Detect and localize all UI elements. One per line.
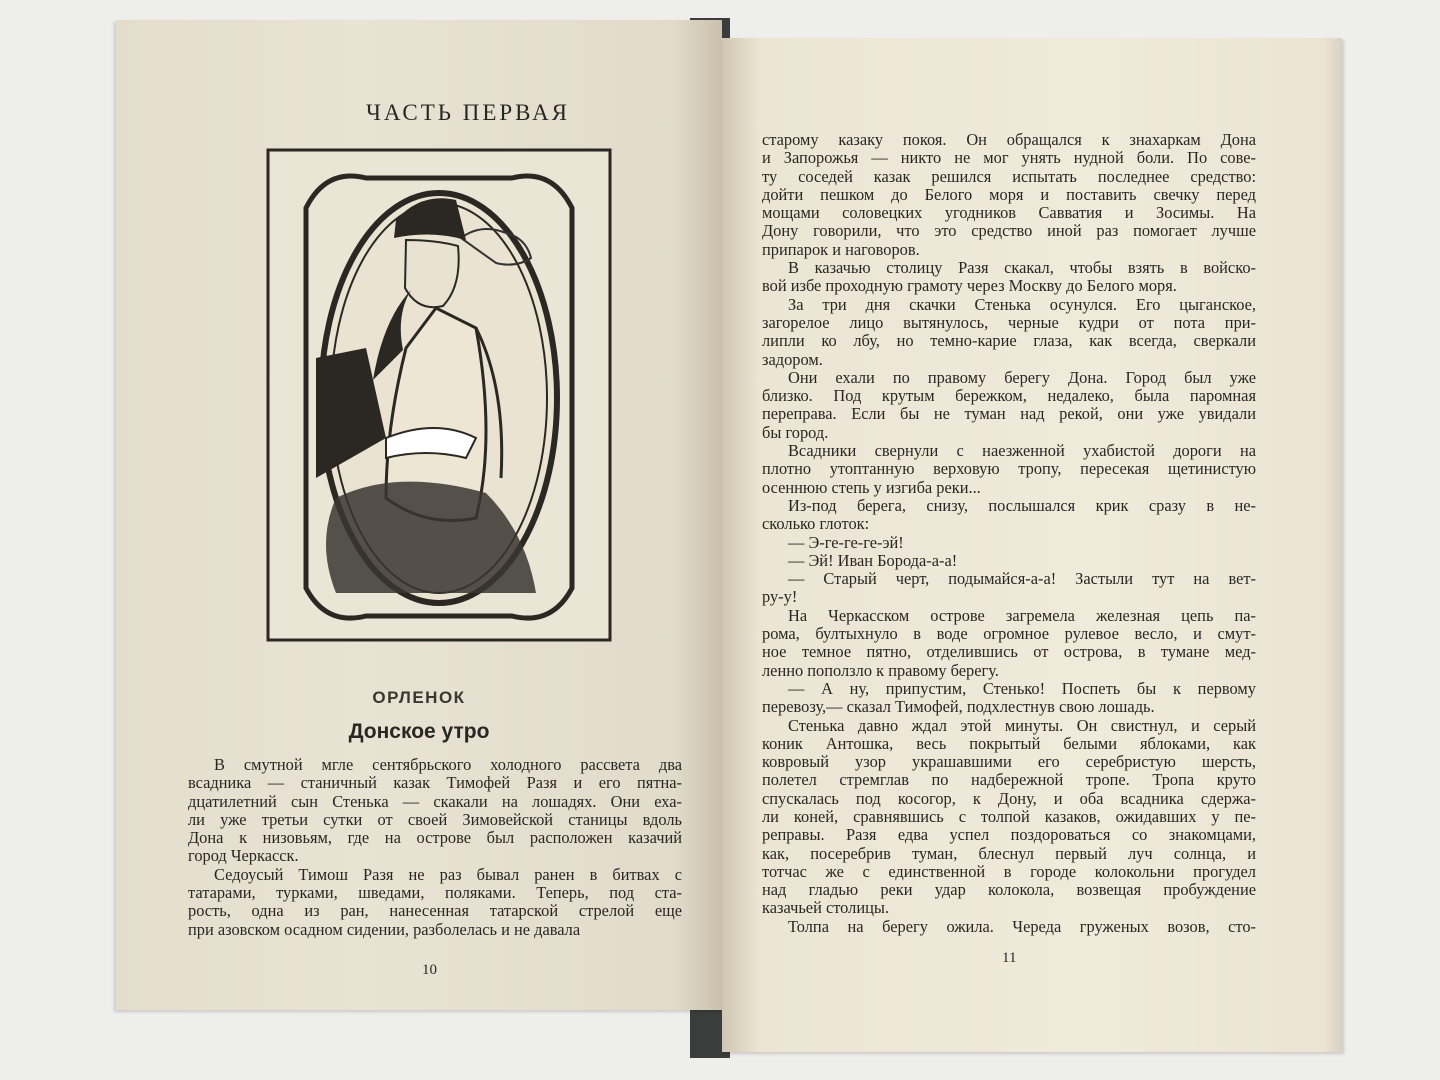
text-line: В казачью столицу Разя скакал, чтобы взять в войско- — [788, 258, 1256, 278]
text-line: ру-у! — [762, 587, 798, 607]
text-line: ли коней, сравнявшись с толпой казаков, ожидавших у пе- — [762, 806, 1256, 826]
text-line: как, посеребрив туман, блеснул первый луч солнца, и — [762, 843, 1256, 863]
text-line: при азовском осадном сидении, разболелась и не давала — [188, 919, 581, 939]
text-line: казачьей столицы. — [762, 898, 889, 918]
text-line: Седоусый Тимош Разя не раз бывал ранен в битвах с — [214, 864, 682, 884]
part-title: ЧАСТЬ ПЕРВАЯ — [365, 100, 571, 125]
text-line: старому казаку покоя. Он обращался к знахаркам Дона — [762, 130, 1256, 149]
cossack-illustration — [266, 148, 616, 646]
text-line: ли уже третьи сутки от своей Зимовейской станицы вдоль — [188, 809, 682, 829]
text-line: Всадники свернули с наезженной ухабистой дороги на — [788, 441, 1256, 461]
text-line: мощами соловецких угодников Савватия и Зосимы. На — [762, 203, 1256, 223]
text-line: ту соседей казак решился испытать последнее средство: — [762, 166, 1256, 186]
text-line: сколько глоток: — [762, 514, 870, 534]
text-line: Стенька давно ждал этой минуты. Он свистнул, и серый — [788, 715, 1256, 735]
text-line: В смутной мгле сентябрьского холодного рассвета два — [214, 755, 682, 774]
text-line: припарок и наговоров. — [762, 239, 920, 259]
text-line: дойти пешком до Белого моря и поставить свечку перед — [762, 184, 1256, 204]
text-line: За три дня скачки Стенька осунулся. Его цыганское, — [788, 294, 1256, 314]
text-line: и Запорожья — никто не мог унять нудной боли. По сове- — [762, 148, 1256, 168]
text-line: — А ну, припустим, Стенько! Поспеть бы к первому — [788, 678, 1256, 698]
text-line: реправы. Разя едва успел поздороваться со знакомцами, — [762, 825, 1256, 845]
chapter-title: ОРЛЕНОК — [372, 688, 466, 707]
text-line: рома, бултыхнуло в воде огромное рулевое весло, и смут- — [762, 624, 1256, 644]
text-line: полетел стремглав по надбережной тропе. Тропа круто — [762, 770, 1256, 790]
text-line: — Э-ге-ге-ге-эй! — [788, 532, 904, 552]
text-line: плотно утоптанную верховую тропу, пересекая щетинистую — [762, 459, 1256, 479]
text-line: На Черкасском острове загремела железная цепь па- — [788, 605, 1256, 625]
text-line: всадника — станичный казак Тимофей Разя и его пятна- — [188, 773, 682, 793]
text-line: близко. Под крутым бережком, недалеко, была паромная — [762, 386, 1256, 406]
text-line: Толпа на берегу ожила. Череда груженых возов, сто- — [788, 916, 1256, 936]
text-line: — Эй! Иван Борода-а-а! — [788, 550, 958, 570]
text-line: коник Антошка, весь покрытый белыми яблоками, как — [762, 733, 1256, 753]
text-line: ное темное пятно, отделившись от острова, в тумане мед- — [762, 642, 1256, 662]
left-page — [116, 20, 722, 1010]
text-line: татарами, турками, шведами, поляками. Теперь, под ста- — [188, 883, 682, 903]
text-line: Они ехали по правому берегу Дона. Город был уже — [788, 367, 1256, 387]
text-line: рость, одна из ран, нанесенная татарской стрелой еще — [188, 901, 682, 921]
text-line: над гладью реки удар колокола, возвещая пробуждение — [762, 880, 1256, 900]
text-line: липли ко лбу, но темно-карие глаза, как всегда, сверкали — [762, 331, 1256, 351]
text-line: перевозу,— сказал Тимофей, подхлестнув свою лошадь. — [762, 697, 1155, 717]
text-line: Дона к низовьям, где на острове был расположен казачий — [188, 828, 682, 848]
left-page-text — [188, 756, 682, 939]
text-line: задором. — [762, 349, 823, 369]
text-line: переправа. Если бы не туман над рекой, они уже увидали — [762, 404, 1256, 424]
text-line: бы город. — [762, 422, 829, 442]
section-title: Донское утро — [348, 720, 490, 743]
text-line: город Черкасск. — [188, 846, 299, 866]
text-line: вой избе проходную грамоту через Москву до Белого моря. — [762, 276, 1177, 296]
text-line: спускалась под косогор, к Дону, и оба всадника сдержа- — [762, 788, 1256, 808]
right-page — [722, 38, 1342, 1052]
text-line: Дону говорили, что это средство иной раз помогает лучше — [762, 221, 1256, 241]
text-line: дцатилетний сын Стенька — скакали на лошадях. Они еха- — [188, 791, 682, 811]
text-line: тотчас же с единственной в городе колокольни прогудел — [762, 861, 1256, 881]
text-line: ленно поползло к правому берегу. — [762, 660, 999, 680]
text-line: загорелое лицо вытянулось, черные кудри от пота при- — [762, 312, 1256, 332]
text-line: — Старый черт, подымайся-а-а! Застыли тут на вет- — [788, 569, 1256, 589]
text-line: Из-под берега, снизу, послышался крик сразу в не- — [788, 495, 1256, 515]
page-number-right: 11 — [1002, 950, 1017, 966]
text-line: осеннюю степь у изгиба реки... — [762, 477, 981, 497]
text-line: ковровый узор украшавшими его серебристую шерсть, — [762, 752, 1256, 772]
page-number-left: 10 — [422, 962, 437, 978]
right-page-text — [762, 131, 1256, 936]
